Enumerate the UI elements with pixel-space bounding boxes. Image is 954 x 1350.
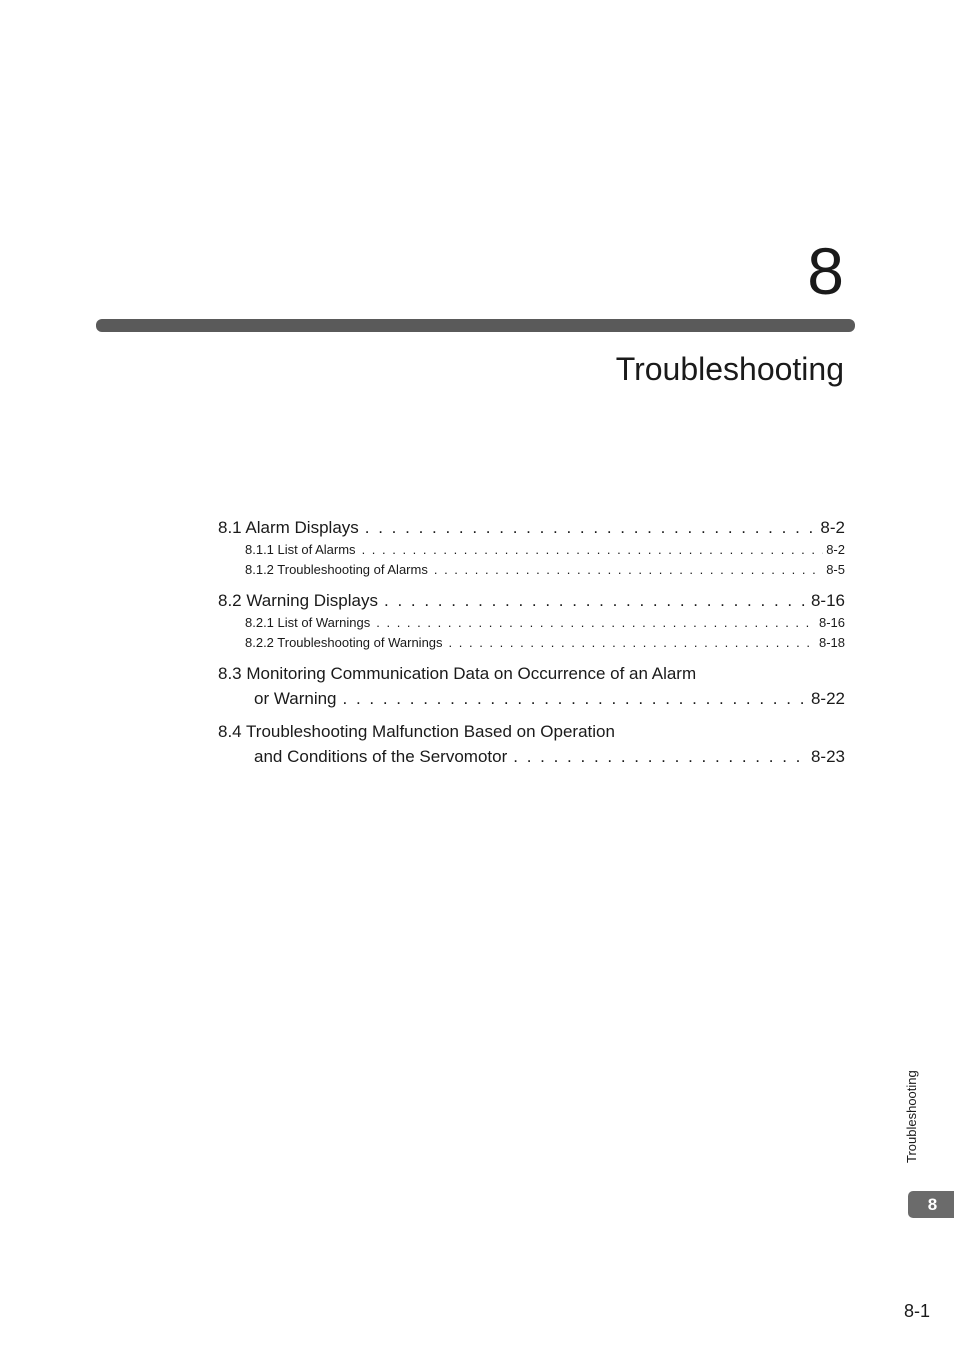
toc-entry-label: 8.2 Warning Displays — [218, 591, 378, 610]
toc-entry-label: 8.2.2 Troubleshooting of Warnings — [245, 635, 443, 650]
toc-leader-dots — [449, 633, 816, 653]
toc-entry-label: 8.1 Alarm Displays — [218, 518, 359, 537]
toc-entry-8-1-1[interactable] — [218, 540, 845, 560]
toc-entry-page: 8-2 — [826, 542, 845, 557]
toc-entry-page: 8-16 — [810, 591, 845, 610]
toc-entry-8-2-2[interactable] — [218, 633, 845, 653]
toc-entry-label-line1: 8.4 Troubleshooting Malfunction Based on Operation — [218, 722, 615, 741]
side-chapter-label: Troubleshooting — [904, 1070, 919, 1163]
toc-entry-label-line2: and Conditions of the Servomotor — [254, 747, 508, 766]
toc-leader-dots — [384, 588, 808, 613]
toc-entry-label-line2: or Warning — [254, 689, 337, 708]
toc-entry-page: 8-23 — [810, 747, 845, 766]
toc-entry-8-3[interactable] — [218, 661, 845, 711]
toc-leader-dots — [434, 560, 823, 580]
toc-leader-dots — [365, 515, 818, 540]
toc-entry-page: 8-5 — [826, 562, 845, 577]
toc-leader-dots — [513, 744, 808, 769]
toc-entry-label: 8.2.1 List of Warnings — [245, 615, 371, 630]
toc-entry-page: 8-16 — [818, 615, 845, 630]
toc-leader-dots — [376, 613, 816, 633]
toc-entry-8-1-2[interactable] — [218, 560, 845, 580]
toc-leader-dots — [343, 686, 808, 711]
toc-entry-label: 8.1.1 List of Alarms — [245, 542, 356, 557]
table-of-contents — [218, 515, 845, 769]
toc-entry-8-1[interactable] — [218, 515, 845, 540]
toc-entry-continuation — [218, 744, 845, 769]
toc-leader-dots — [362, 540, 824, 560]
page-number: 8-1 — [903, 1301, 930, 1321]
toc-entry-8-2[interactable] — [218, 588, 845, 613]
toc-entry-page: 8-2 — [820, 518, 845, 537]
chapter-number: 8 — [807, 234, 844, 308]
chapter-tab[interactable]: 8 — [908, 1191, 954, 1218]
chapter-rule — [96, 319, 855, 332]
toc-entry-8-2-1[interactable] — [218, 613, 845, 633]
chapter-title: Troubleshooting — [615, 351, 844, 387]
toc-entry-continuation — [218, 686, 845, 711]
toc-entry-label-line1: 8.3 Monitoring Communication Data on Occurrence of an Alarm — [218, 664, 697, 683]
toc-entry-page: 8-18 — [818, 635, 845, 650]
toc-entry-8-4[interactable] — [218, 719, 845, 769]
toc-entry-label: 8.1.2 Troubleshooting of Alarms — [245, 562, 428, 577]
toc-entry-page: 8-22 — [810, 689, 845, 708]
